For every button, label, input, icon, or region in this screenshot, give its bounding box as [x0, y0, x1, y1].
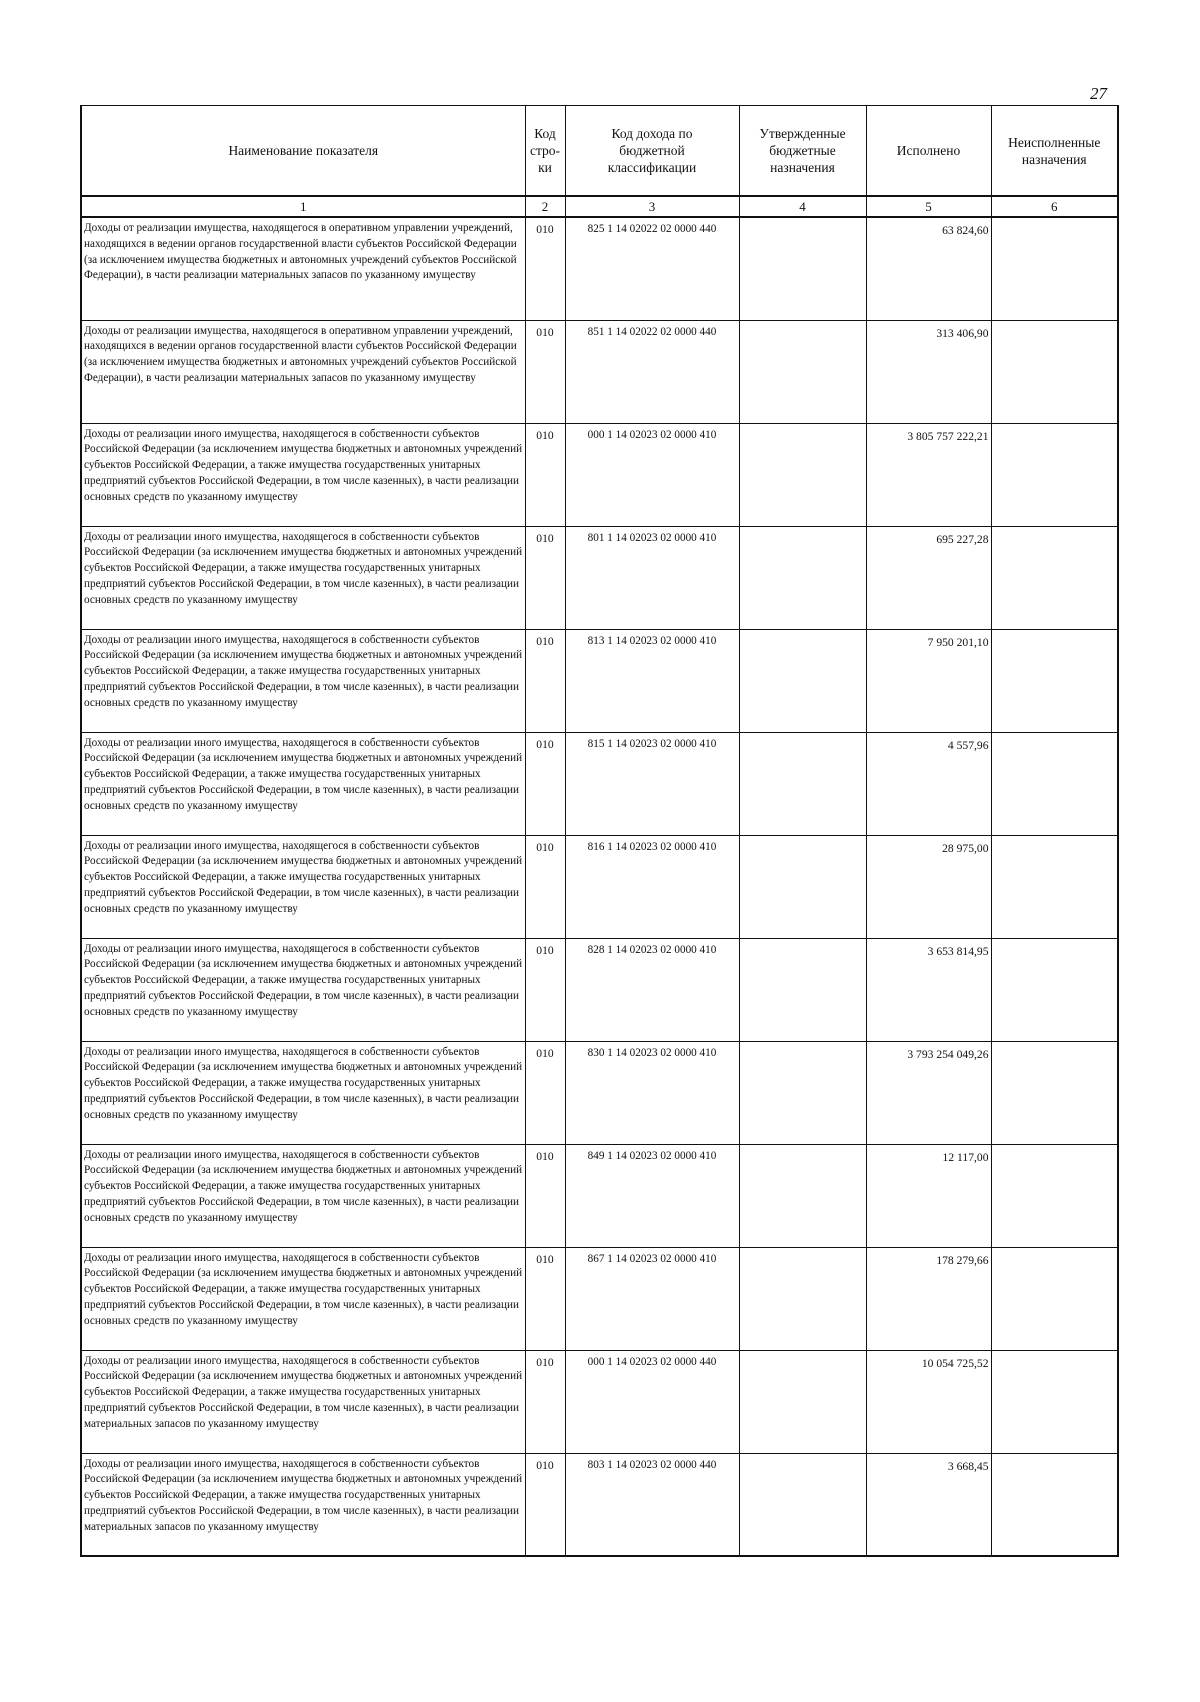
cell-executed: 313 406,90 — [866, 320, 991, 423]
header-approved: Утвержденные бюджетные назначения — [739, 106, 866, 197]
cell-line-code: 010 — [525, 1247, 565, 1350]
table-row — [81, 938, 1118, 1041]
table-row — [81, 526, 1118, 629]
table-header-row — [81, 106, 1118, 197]
cell-budget-classification: 000 1 14 02023 02 0000 440 — [565, 1350, 739, 1453]
cell-budget-classification: 000 1 14 02023 02 0000 410 — [565, 423, 739, 526]
table-row — [81, 1350, 1118, 1453]
cell-approved — [739, 938, 866, 1041]
cell-unexecuted — [991, 1144, 1118, 1247]
column-number: 4 — [739, 196, 866, 217]
cell-budget-classification: 815 1 14 02023 02 0000 410 — [565, 732, 739, 835]
page-number: 27 — [1090, 84, 1107, 103]
column-number: 5 — [866, 196, 991, 217]
cell-line-code: 010 — [525, 1041, 565, 1144]
table-body — [81, 217, 1118, 1556]
cell-line-code: 010 — [525, 835, 565, 938]
cell-approved — [739, 732, 866, 835]
cell-approved — [739, 1453, 866, 1556]
cell-executed: 4 557,96 — [866, 732, 991, 835]
cell-approved — [739, 1247, 866, 1350]
cell-line-code: 010 — [525, 629, 565, 732]
cell-line-code: 010 — [525, 1453, 565, 1556]
cell-budget-classification: 830 1 14 02023 02 0000 410 — [565, 1041, 739, 1144]
cell-line-code: 010 — [525, 732, 565, 835]
cell-indicator-name: Доходы от реализации иного имущества, находящегося в собственности субъектов Российской Федерации (за исключением имущества бюджетных и автономных учреждений субъектов Российской Федерации, а также имущества государственных унитарных предприятий субъектов Российской Федерации, в том числе казенных), в части реализации основных средств по указанному имуществу — [81, 1041, 525, 1144]
cell-budget-classification: 849 1 14 02023 02 0000 410 — [565, 1144, 739, 1247]
cell-budget-classification: 825 1 14 02022 02 0000 440 — [565, 217, 739, 320]
header-budget-classification: Код дохода по бюджетной классификации — [565, 106, 739, 197]
cell-indicator-name: Доходы от реализации иного имущества, находящегося в собственности субъектов Российской Федерации (за исключением имущества бюджетных и автономных учреждений субъектов Российской Федерации, а также имущества государственных унитарных предприятий субъектов Российской Федерации, в том числе казенных), в части реализации основных средств по указанному имуществу — [81, 835, 525, 938]
cell-unexecuted — [991, 835, 1118, 938]
cell-line-code: 010 — [525, 320, 565, 423]
cell-line-code: 010 — [525, 217, 565, 320]
cell-executed: 695 227,28 — [866, 526, 991, 629]
cell-indicator-name: Доходы от реализации имущества, находящегося в оперативном управлении учреждений, находящихся в ведении органов государственной власти субъектов Российской Федерации (за исключением имущества бюджетных и автономных учреждений субъектов Российской Федерации), в части реализации материальных запасов по указанному имуществу — [81, 217, 525, 320]
cell-indicator-name: Доходы от реализации иного имущества, находящегося в собственности субъектов Российской Федерации (за исключением имущества бюджетных и автономных учреждений субъектов Российской Федерации, а также имущества государственных унитарных предприятий субъектов Российской Федерации, в том числе казенных), в части реализации основных средств по указанному имуществу — [81, 1247, 525, 1350]
cell-indicator-name: Доходы от реализации иного имущества, находящегося в собственности субъектов Российской Федерации (за исключением имущества бюджетных и автономных учреждений субъектов Российской Федерации, а также имущества государственных унитарных предприятий субъектов Российской Федерации, в том числе казенных), в части реализации основных средств по указанному имуществу — [81, 629, 525, 732]
cell-executed: 63 824,60 — [866, 217, 991, 320]
cell-approved — [739, 835, 866, 938]
cell-budget-classification: 851 1 14 02022 02 0000 440 — [565, 320, 739, 423]
cell-indicator-name: Доходы от реализации иного имущества, находящегося в собственности субъектов Российской Федерации (за исключением имущества бюджетных и автономных учреждений субъектов Российской Федерации, а также имущества государственных унитарных предприятий субъектов Российской Федерации, в том числе казенных), в части реализации основных средств по указанному имуществу — [81, 423, 525, 526]
cell-unexecuted — [991, 423, 1118, 526]
cell-executed: 7 950 201,10 — [866, 629, 991, 732]
cell-line-code: 010 — [525, 423, 565, 526]
cell-line-code: 010 — [525, 1350, 565, 1453]
cell-executed: 3 805 757 222,21 — [866, 423, 991, 526]
column-number: 6 — [991, 196, 1118, 217]
column-number: 2 — [525, 196, 565, 217]
budget-revenue-table — [80, 105, 1119, 1557]
cell-unexecuted — [991, 217, 1118, 320]
header-executed: Исполнено — [866, 106, 991, 197]
cell-line-code: 010 — [525, 938, 565, 1041]
cell-approved — [739, 423, 866, 526]
cell-approved — [739, 320, 866, 423]
cell-unexecuted — [991, 938, 1118, 1041]
table-row — [81, 423, 1118, 526]
cell-unexecuted — [991, 1041, 1118, 1144]
cell-unexecuted — [991, 629, 1118, 732]
cell-approved — [739, 1144, 866, 1247]
table-row — [81, 1041, 1118, 1144]
column-numbers-row — [81, 196, 1118, 217]
cell-line-code: 010 — [525, 526, 565, 629]
cell-budget-classification: 801 1 14 02023 02 0000 410 — [565, 526, 739, 629]
cell-unexecuted — [991, 1247, 1118, 1350]
cell-budget-classification: 816 1 14 02023 02 0000 410 — [565, 835, 739, 938]
cell-unexecuted — [991, 1350, 1118, 1453]
table-row — [81, 320, 1118, 423]
cell-indicator-name: Доходы от реализации иного имущества, находящегося в собственности субъектов Российской Федерации (за исключением имущества бюджетных и автономных учреждений субъектов Российской Федерации, а также имущества государственных унитарных предприятий субъектов Российской Федерации, в том числе казенных), в части реализации материальных запасов по указанному имуществу — [81, 1350, 525, 1453]
cell-indicator-name: Доходы от реализации иного имущества, находящегося в собственности субъектов Российской Федерации (за исключением имущества бюджетных и автономных учреждений субъектов Российской Федерации, а также имущества государственных унитарных предприятий субъектов Российской Федерации, в том числе казенных), в части реализации материальных запасов по указанному имуществу — [81, 1453, 525, 1556]
table-row — [81, 1453, 1118, 1556]
table-row — [81, 629, 1118, 732]
cell-budget-classification: 813 1 14 02023 02 0000 410 — [565, 629, 739, 732]
cell-budget-classification: 867 1 14 02023 02 0000 410 — [565, 1247, 739, 1350]
cell-budget-classification: 803 1 14 02023 02 0000 440 — [565, 1453, 739, 1556]
cell-indicator-name: Доходы от реализации иного имущества, находящегося в собственности субъектов Российской Федерации (за исключением имущества бюджетных и автономных учреждений субъектов Российской Федерации, а также имущества государственных унитарных предприятий субъектов Российской Федерации, в том числе казенных), в части реализации основных средств по указанному имуществу — [81, 526, 525, 629]
cell-approved — [739, 526, 866, 629]
cell-executed: 28 975,00 — [866, 835, 991, 938]
cell-indicator-name: Доходы от реализации иного имущества, находящегося в собственности субъектов Российской Федерации (за исключением имущества бюджетных и автономных учреждений субъектов Российской Федерации, а также имущества государственных унитарных предприятий субъектов Российской Федерации, в том числе казенных), в части реализации основных средств по указанному имуществу — [81, 1144, 525, 1247]
header-unexecuted: Неисполненные назначения — [991, 106, 1118, 197]
cell-unexecuted — [991, 320, 1118, 423]
table-row — [81, 217, 1118, 320]
table-row — [81, 835, 1118, 938]
header-line-code: Код стро- ки — [525, 106, 565, 197]
cell-approved — [739, 1350, 866, 1453]
cell-unexecuted — [991, 732, 1118, 835]
cell-indicator-name: Доходы от реализации имущества, находящегося в оперативном управлении учреждений, находящихся в ведении органов государственной власти субъектов Российской Федерации (за исключением имущества бюджетных и автономных учреждений субъектов Российской Федерации), в части реализации материальных запасов по указанному имуществу — [81, 320, 525, 423]
column-number: 1 — [81, 196, 525, 217]
cell-indicator-name: Доходы от реализации иного имущества, находящегося в собственности субъектов Российской Федерации (за исключением имущества бюджетных и автономных учреждений субъектов Российской Федерации, а также имущества государственных унитарных предприятий субъектов Российской Федерации, в том числе казенных), в части реализации основных средств по указанному имуществу — [81, 938, 525, 1041]
cell-executed: 3 653 814,95 — [866, 938, 991, 1041]
cell-executed: 3 793 254 049,26 — [866, 1041, 991, 1144]
cell-budget-classification: 828 1 14 02023 02 0000 410 — [565, 938, 739, 1041]
cell-approved — [739, 1041, 866, 1144]
column-number: 3 — [565, 196, 739, 217]
cell-executed: 10 054 725,52 — [866, 1350, 991, 1453]
table-row — [81, 1144, 1118, 1247]
cell-unexecuted — [991, 1453, 1118, 1556]
cell-unexecuted — [991, 526, 1118, 629]
cell-executed: 3 668,45 — [866, 1453, 991, 1556]
cell-indicator-name: Доходы от реализации иного имущества, находящегося в собственности субъектов Российской Федерации (за исключением имущества бюджетных и автономных учреждений субъектов Российской Федерации, а также имущества государственных унитарных предприятий субъектов Российской Федерации, в том числе казенных), в части реализации основных средств по указанному имуществу — [81, 732, 525, 835]
table-row — [81, 1247, 1118, 1350]
cell-approved — [739, 629, 866, 732]
cell-executed: 12 117,00 — [866, 1144, 991, 1247]
cell-approved — [739, 217, 866, 320]
cell-line-code: 010 — [525, 1144, 565, 1247]
cell-executed: 178 279,66 — [866, 1247, 991, 1350]
header-indicator-name: Наименование показателя — [81, 106, 525, 197]
table-row — [81, 732, 1118, 835]
